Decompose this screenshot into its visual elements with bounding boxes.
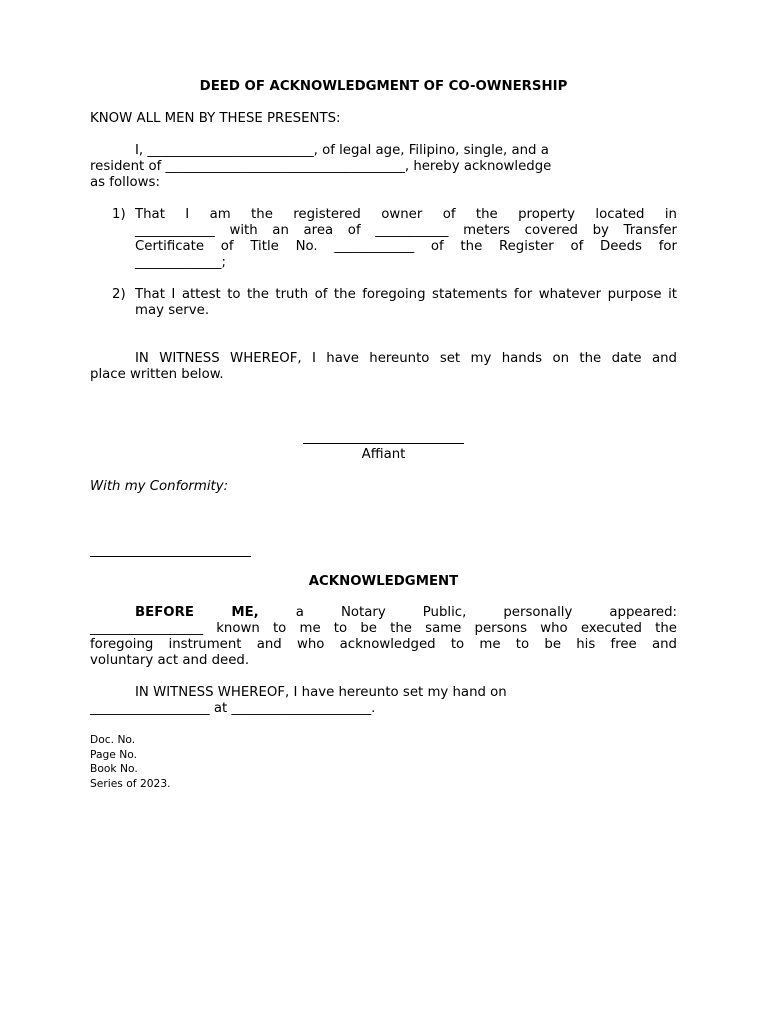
location-blank: ____________ bbox=[135, 223, 215, 238]
notary-witness-line2: __________________ at _____________________. bbox=[90, 701, 376, 716]
resident-of-text: resident of bbox=[90, 159, 162, 174]
item1-line1: That I am the registered owner of the property located in bbox=[135, 207, 677, 222]
affiant-signature-line bbox=[303, 443, 464, 444]
legal-age-text: , of legal age, Filipino, single, and a bbox=[313, 143, 549, 158]
area-blank: ___________ bbox=[375, 223, 449, 238]
conformity-signature-line bbox=[90, 556, 251, 557]
before-me-text: BEFORE ME, bbox=[135, 605, 259, 620]
ack-line4: voluntary act and deed. bbox=[90, 653, 250, 668]
persons-blank: _________________ bbox=[90, 621, 204, 636]
place-blank: _____________________ bbox=[231, 701, 372, 716]
hereby-text: , hereby acknowledge bbox=[404, 159, 552, 174]
pronoun-i: I, bbox=[135, 143, 144, 158]
item1-line2: ____________ with an area of ___________ meters covered by Transfer bbox=[135, 223, 678, 238]
register-blank: _____________ bbox=[135, 255, 222, 270]
witness-line1: IN WITNESS WHEREOF, I have hereunto set my hands on the date and bbox=[135, 351, 677, 366]
witness-paragraph bbox=[90, 351, 677, 383]
opening-paragraph bbox=[90, 143, 677, 191]
document-title: DEED OF ACKNOWLEDGMENT OF CO-OWNERSHIP bbox=[199, 79, 568, 94]
item1-line4: _____________; bbox=[135, 255, 226, 270]
intro-line: KNOW ALL MEN BY THESE PRESENTS: bbox=[90, 111, 341, 126]
acknowledgment-paragraph bbox=[90, 605, 677, 669]
notary-witness-paragraph bbox=[90, 685, 677, 717]
acknowledgment-heading: ACKNOWLEDGMENT bbox=[308, 574, 459, 589]
list-item-1 bbox=[90, 207, 677, 271]
item1-line3: Certificate of Title No. ____________ of the Register of Deeds for bbox=[135, 239, 677, 254]
name-blank: _________________________ bbox=[147, 143, 314, 158]
tct-blank: ____________ bbox=[334, 239, 415, 254]
doc-no-label: Doc. No. bbox=[90, 733, 136, 746]
list-number-1: 1) bbox=[112, 207, 126, 222]
residence-blank: ____________________________________ bbox=[165, 159, 405, 174]
series-label: Series of 2023. bbox=[90, 776, 171, 790]
page-no-label: Page No. bbox=[90, 747, 138, 761]
item2-text: That I attest to the truth of the foregoing statements for whatever purpose it may serve. bbox=[135, 287, 677, 318]
list-number-2: 2) bbox=[112, 287, 126, 302]
witness-line2: place written below. bbox=[90, 367, 224, 382]
book-no-label: Book No. bbox=[90, 762, 138, 775]
notarial-register bbox=[90, 733, 677, 791]
affiant-label: Affiant bbox=[361, 447, 406, 462]
ack-line2: _________________ known to me to be the same persons who executed the bbox=[90, 621, 677, 636]
list-item-2 bbox=[90, 287, 677, 319]
as-follows-text: as follows: bbox=[90, 175, 160, 190]
conformity-label: With my Conformity: bbox=[90, 479, 229, 494]
date-blank: __________________ bbox=[90, 701, 210, 716]
notary-witness-line1: IN WITNESS WHEREOF, I have hereunto set my hand on bbox=[135, 685, 507, 700]
ack-line1: BEFORE ME, a Notary Public, personally appeared: bbox=[135, 605, 677, 620]
ack-line3: foregoing instrument and who acknowledged to me to be his free and bbox=[90, 637, 677, 652]
